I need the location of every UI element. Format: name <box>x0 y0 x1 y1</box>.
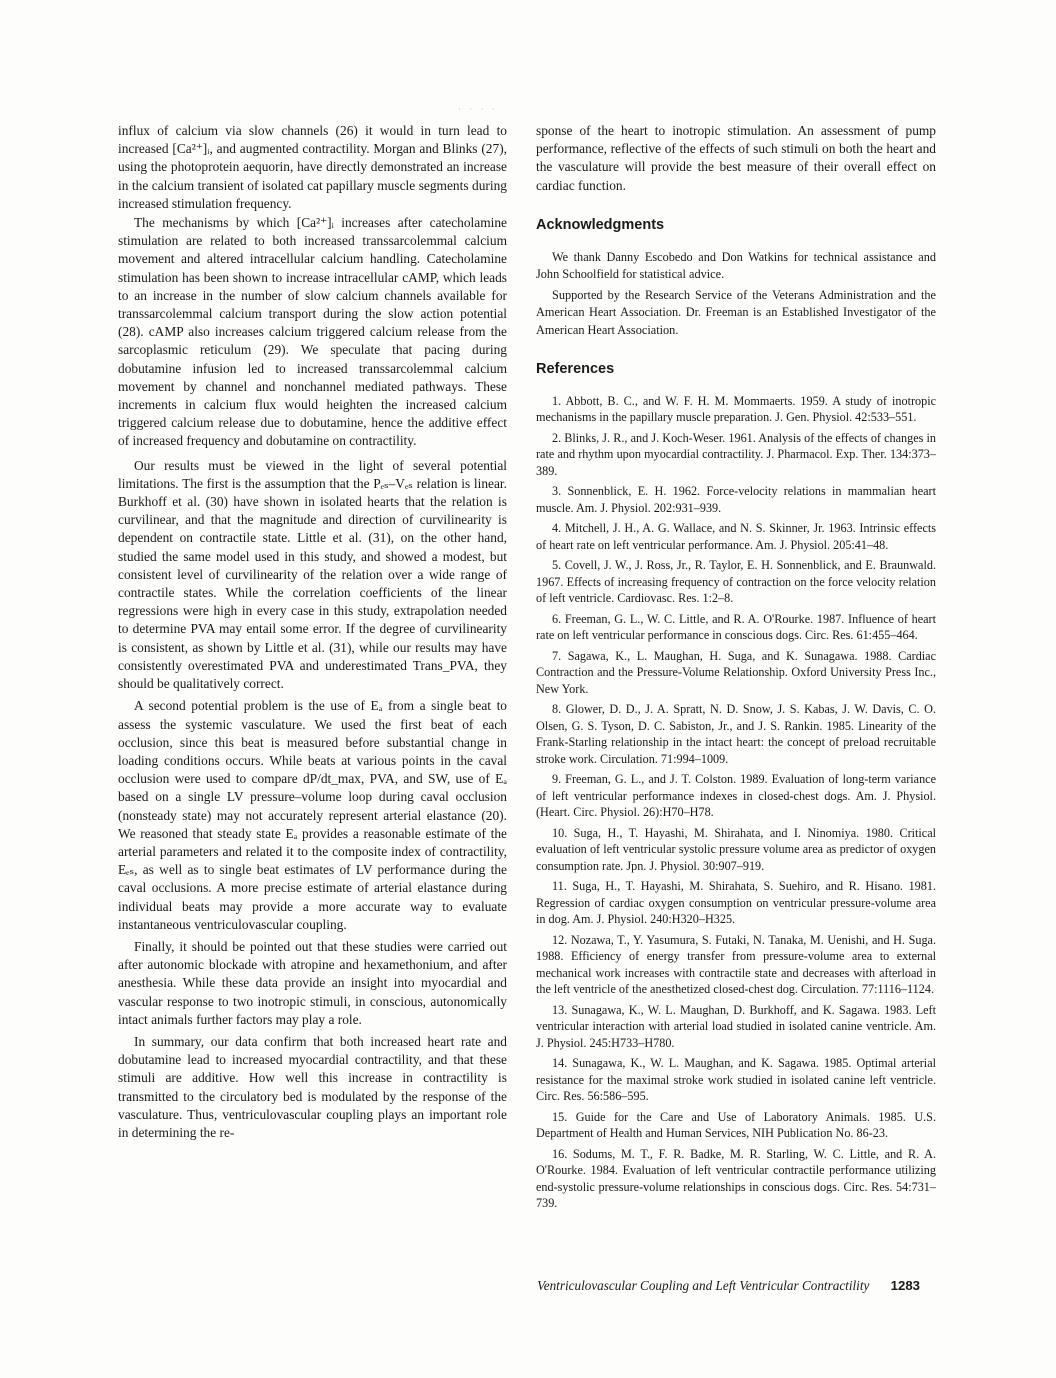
reference-item: 5. Covell, J. W., J. Ross, Jr., R. Taylor, E. H. Sonnenblick, and E. Braunwald. 1967. Effects of increasing frequency of contraction on the force velocity relation of left ventricle. Cardiovasc. Res. 1:2–8. <box>536 558 936 606</box>
reference-item: 11. Suga, H., T. Hayashi, M. Shirahata, S. Suehiro, and R. Hisano. 1981. Regression of cardiac oxygen consumption on ventricular pressure-volume area in dog. Am. J. Physiol. 240:H320–H325. <box>536 879 936 927</box>
reference-item: 3. Sonnenblick, E. H. 1962. Force-velocity relations in mammalian heart muscle. Am. J. Physiol. 202:931–939. <box>536 484 936 515</box>
reference-list <box>536 393 936 1212</box>
body-paragraph: influx of calcium via slow channels (26) it would in turn lead to increased [Ca²⁺]ᵢ, and augmented contractility. Morgan and Blinks (27), using the photoprotein aequorin, have directly demonstrated an increase in the calcium transient of isolated cat papillary muscle segments during increased stimulation frequency. <box>118 123 507 211</box>
reference-item: 7. Sagawa, K., L. Maughan, H. Suga, and K. Sunagawa. 1988. Cardiac Contraction and the Pressure-Volume Relationship. Oxford University Press Inc., New York. <box>536 648 936 696</box>
scan-artifact: · · · · <box>458 104 498 114</box>
body-paragraph: The mechanisms by which [Ca²⁺]ᵢ increases after catecholamine stimulation are related to both increased transsarcolemmal calcium movement and altered intracellular calcium handling. Catecholamine stimulation has been shown to increase intracellular cAMP, which leads to an increase in the number of slow calcium channels available for transsarcolemmal calcium transport during the slow action potential (28). cAMP also increases calcium triggered calcium release from the sarcoplasmic reticulum (29). We speculate that pacing during dobutamine infusion led to increased transsarcolemmal calcium movement by channel and nonchannel mediated pathways. These increments in calcium flux would heighten the increased calcium triggered calcium release due to dobutamine, hence the additive effect of increased frequency and dobutamine on contractility. <box>118 215 507 449</box>
acknowledgment-paragraph: Supported by the Research Service of the Veterans Administration and the American Heart Association. Dr. Freeman is an Established Investigator of the American Heart Association. <box>536 288 936 337</box>
continuation-paragraph: sponse of the heart to inotropic stimulation. An assessment of pump performance, reflective of the effects of such stimuli on both the heart and the vasculature will provide the best measure of their overall effect on cardiac function. <box>536 123 936 193</box>
body-paragraph: A second potential problem is the use of Eₐ from a single beat to assess the systemic vasculature. We used the first beat of each occlusion, since this beat is measured before substantial change in loading conditions occurs. While beats at various points in the caval occlusion were used to compare dP/dt_max, PVA, and SW, use of Eₐ based on a single LV pressure–volume loop during caval occlusion (nonsteady state) may not accurately represent arterial elastance (20). We reasoned that steady state Eₐ provides a reasonable estimate of the arterial parameters and related it to the composite index of contractility, Eₑₛ, as well as to single beat estimates of LV performance during the caval occlusions. A more precise estimate of arterial elastance during individual beats may provide a more accurate way to evaluate instantaneous ventriculovascular coupling. <box>118 698 507 932</box>
references-heading: References <box>536 360 615 377</box>
page-footer <box>537 1278 920 1294</box>
left-column <box>118 122 507 1142</box>
reference-item: 12. Nozawa, T., Y. Yasumura, S. Futaki, N. Tanaka, M. Uenishi, and H. Suga. 1988. Efficiency of energy transfer from pressure-volume area to external mechanical work increases with contractile state and decreases with afterload in the left ventricle of the anesthetized closed-chest dog. Circulation. 77:1116–1124. <box>536 932 936 997</box>
acknowledgment-paragraph: We thank Danny Escobedo and Don Watkins for technical assistance and John Schoolfield for statistical advice. <box>536 249 936 282</box>
acknowledgments-heading: Acknowledgments <box>536 216 665 233</box>
reference-item: 16. Sodums, M. T., F. R. Badke, M. R. Starling, W. C. Little, and R. A. O'Rourke. 1984. Evaluation of left ventricular contractile performance utilizing end-systolic pressure-volume relationships in conscious dogs. Circ. Res. 54:731–739. <box>536 1146 936 1211</box>
reference-item: 2. Blinks, J. R., and J. Koch-Weser. 1961. Analysis of the effects of changes in rate and rhythm upon myocardial contractility. J. Pharmacol. Exp. Ther. 134:373–389. <box>536 430 936 478</box>
reference-item: 4. Mitchell, J. H., A. G. Wallace, and N. S. Skinner, Jr. 1963. Intrinsic effects of heart rate on left ventricular performance. Am. J. Physiol. 205:41–48. <box>536 521 936 552</box>
reference-item: 10. Suga, H., T. Hayashi, M. Shirahata, and I. Ninomiya. 1980. Critical evaluation of left ventricular systolic pressure volume area as predictor of oxygen consumption rate. Jpn. J. Physiol. 30:907–919. <box>536 825 936 873</box>
reference-item: 1. Abbott, B. C., and W. F. H. M. Mommaerts. 1959. A study of inotropic mechanisms in the papillary muscle preparation. J. Gen. Physiol. 42:533–551. <box>536 393 936 425</box>
right-column <box>536 122 936 1216</box>
reference-item: 6. Freeman, G. L., W. C. Little, and R. A. O'Rourke. 1987. Influence of heart rate on left ventricular performance in conscious dogs. Circ. Res. 61:455–464. <box>536 611 936 643</box>
body-paragraph: In summary, our data confirm that both increased heart rate and dobutamine lead to increased myocardial contractility, and that these stimuli are additive. How well this increase in contractility is transmitted to the circulatory bed is modulated by the response of the vasculature. Thus, ventriculovascular coupling plays an important role in determining the re- <box>118 1033 507 1140</box>
running-title: Ventriculovascular Coupling and Left Ventricular Contractility <box>537 1278 870 1293</box>
reference-item: 14. Sunagawa, K., W. L. Maughan, and K. Sagawa. 1985. Optimal arterial resistance for the maximal stroke work studied in isolated canine left ventricle. Circ. Res. 56:586–595. <box>536 1056 936 1104</box>
reference-item: 15. Guide for the Care and Use of Laboratory Animals. 1985. U.S. Department of Health and Human Services, NIH Publication No. 86-23. <box>536 1109 936 1141</box>
reference-item: 8. Glower, D. D., J. A. Spratt, N. D. Snow, J. S. Kabas, J. W. Davis, C. O. Olsen, G. S. Tyson, D. C. Sabiston, Jr., and J. S. Rankin. 1985. Linearity of the Frank-Starling relationship in the intact heart: the concept of preload recruitable stroke work. Circulation. 71:994–1009. <box>536 702 936 766</box>
body-paragraph: Our results must be viewed in the light of several potential limitations. The first is the assumption that the Pₑₛ–Vₑₛ relation is linear. Burkhoff et al. (30) have shown in isolated hearts that the relation is curvilinear, and that the magnitude and direction of curvilinearity is dependent on contractile state. Little et al. (31), on the other hand, studied the same model used in this study, and showed a modest, but consistent level of curvilinearity of the relation over a wide range of contractile states. While the correlation coefficients of the linear regressions were high in every case in this study, extrapolation needed to determine PVA may entail some error. If the degree of curvilinearity is consistent, as shown by Little et al. (31), while our results may have consistently overestimated PVA and underestimated Trans_PVA, they should be qualitatively correct. <box>118 457 507 692</box>
reference-item: 9. Freeman, G. L., and J. T. Colston. 1989. Evaluation of long-term variance of left ventricular performance indexes in closed-chest dogs. Am. J. Physiol. (Heart. Circ. Physiol. 26):H70–H78. <box>536 772 936 820</box>
page-number: 1283 <box>890 1278 920 1293</box>
body-paragraph: Finally, it should be pointed out that these studies were carried out after autonomic blockade with atropine and hexamethonium, and after anesthesia. While these data provide an insight into myocardial and vascular response to two inotropic stimuli, in conscious, autonomically intact animals further factors may play a role. <box>118 938 507 1027</box>
reference-item: 13. Sunagawa, K., W. L. Maughan, D. Burkhoff, and K. Sagawa. 1983. Left ventricular interaction with arterial load studied in isolated canine ventricle. Am. J. Physiol. 245:H733–H780. <box>536 1002 936 1050</box>
